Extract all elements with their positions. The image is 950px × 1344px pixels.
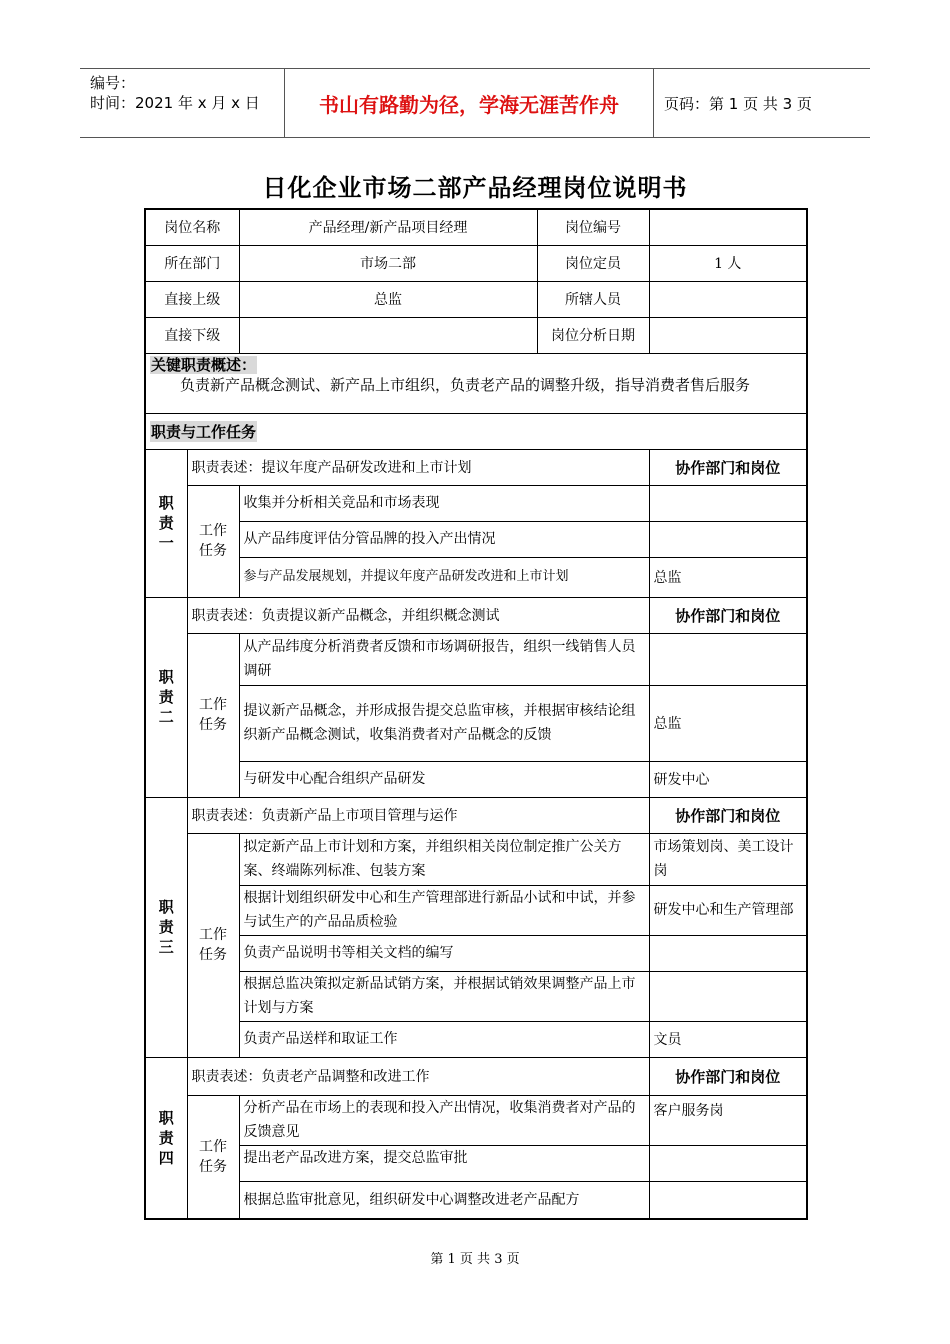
quota-value: 1 人 <box>649 245 807 281</box>
duty-3-task-1-coop: 市场策划岗、美工设计岗 <box>649 833 807 885</box>
duty-1-task-2: 从产品纬度评估分管品牌的投入产出情况 <box>239 521 649 557</box>
staff-value <box>649 281 807 317</box>
dept-label: 所在部门 <box>145 245 239 281</box>
analysis-date-value <box>649 317 807 353</box>
duty-3-task-1: 拟定新产品上市计划和方案，并组织相关岗位制定推广公关方案、终端陈列标准、包装方案 <box>239 833 649 885</box>
duty-3-name: 职责三 <box>145 797 187 1057</box>
duty-2-task-1-coop <box>649 633 807 685</box>
duty-1-task-3-coop: 总监 <box>649 557 807 597</box>
duty-1-task-2-coop <box>649 521 807 557</box>
duty-3-task-5-coop: 文员 <box>649 1021 807 1057</box>
duty-4-task-3-coop <box>649 1181 807 1219</box>
duty-3-task-2-coop: 研发中心和生产管理部 <box>649 885 807 935</box>
duty-3-work-task-label: 工作任务 <box>187 833 239 1057</box>
duty-2-task-2: 提议新产品概念，并形成报告提交总监审核，并根据审核结论组织新产品概念测试，收集消费者对产品概念的反馈 <box>239 685 649 761</box>
duty-4-statement: 职责表述：负责老产品调整和改进工作 <box>187 1057 649 1095</box>
duty-2-coop-heading: 协作部门和岗位 <box>649 597 807 633</box>
duty-4-name: 职责四 <box>145 1057 187 1219</box>
duty-1-task-3: 参与产品发展规划，并提议年度产品研发改进和上市计划 <box>239 557 649 597</box>
duty-4-task-1: 分析产品在市场上的表现和投入产出情况，收集消费者对产品的反馈意见 <box>239 1095 649 1145</box>
post-no-label: 岗位编号 <box>537 209 649 245</box>
subordinate-value <box>239 317 537 353</box>
duty-1-work-task-label: 工作任务 <box>187 485 239 597</box>
duty-1-task-1: 收集并分析相关竞品和市场表现 <box>239 485 649 521</box>
post-name-value: 产品经理/新产品项目经理 <box>239 209 537 245</box>
post-no-value <box>649 209 807 245</box>
header-page-info: 页码：第 1 页 共 3 页 <box>664 94 812 113</box>
duty-1-coop-heading: 协作部门和岗位 <box>649 449 807 485</box>
duty-2-name: 职责二 <box>145 597 187 797</box>
duty-1-statement: 职责表述：提议年度产品研发改进和上市计划 <box>187 449 649 485</box>
duty-2-task-3-coop: 研发中心 <box>649 761 807 797</box>
page-footer: 第 1 页 共 3 页 <box>430 1252 520 1267</box>
duty-2-task-3: 与研发中心配合组织产品研发 <box>239 761 649 797</box>
doc-number-label: 编号： <box>90 74 136 92</box>
summary-text: 负责新产品概念测试、新产品上市组织，负责老产品的调整升级，指导消费者售后服务 <box>180 375 751 394</box>
duty-3-coop-heading: 协作部门和岗位 <box>649 797 807 833</box>
duty-2-task-1: 从产品纬度分析消费者反馈和市场调研报告，组织一线销售人员调研 <box>239 633 649 685</box>
header-left <box>90 73 260 113</box>
superior-label: 直接上级 <box>145 281 239 317</box>
header-motto: 书山有路勤为径，学海无涯苦作舟 <box>284 69 654 137</box>
doc-time-label: 时间：2021 年 x 月 x 日 <box>90 94 260 112</box>
duty-4-task-2-coop <box>649 1145 807 1181</box>
duty-1-task-1-coop <box>649 485 807 521</box>
duty-4-work-task-label: 工作任务 <box>187 1095 239 1219</box>
page-header <box>80 68 870 138</box>
duty-4-task-2: 提出老产品改进方案，提交总监审批 <box>239 1145 649 1181</box>
duty-3-task-3-coop <box>649 935 807 971</box>
duty-2-statement: 职责表述：负责提议新产品概念，并组织概念测试 <box>187 597 649 633</box>
duty-3-task-4-coop <box>649 971 807 1021</box>
duties-section-heading <box>145 413 807 449</box>
duty-3-statement: 职责表述：负责新产品上市项目管理与运作 <box>187 797 649 833</box>
duty-3-task-3: 负责产品说明书等相关文档的编写 <box>239 935 649 971</box>
duty-4-coop-heading: 协作部门和岗位 <box>649 1057 807 1095</box>
duty-2-work-task-label: 工作任务 <box>187 633 239 797</box>
summary-label: 关键职责概述： <box>151 355 257 374</box>
quota-label: 岗位定员 <box>537 245 649 281</box>
staff-label: 所辖人员 <box>537 281 649 317</box>
duty-2-task-2-coop: 总监 <box>649 685 807 761</box>
duties-label: 职责与工作任务 <box>151 422 257 441</box>
key-duty-summary <box>145 353 807 413</box>
analysis-date-label: 岗位分析日期 <box>537 317 649 353</box>
duty-3-task-5: 负责产品送样和取证工作 <box>239 1021 649 1057</box>
dept-value: 市场二部 <box>239 245 537 281</box>
duty-3-task-4: 根据总监决策拟定新品试销方案，并根据试销效果调整产品上市计划与方案 <box>239 971 649 1021</box>
job-description-table <box>144 208 808 1220</box>
document-title: 日化企业市场二部产品经理岗位说明书 <box>262 173 688 202</box>
duty-3-task-2: 根据计划组织研发中心和生产管理部进行新品小试和中试，并参与试生产的产品品质检验 <box>239 885 649 935</box>
duty-4-task-1-coop: 客户服务岗 <box>649 1095 807 1145</box>
post-name-label: 岗位名称 <box>145 209 239 245</box>
duty-4-task-3: 根据总监审批意见，组织研发中心调整改进老产品配方 <box>239 1181 649 1219</box>
superior-value: 总监 <box>239 281 537 317</box>
duty-1-name: 职责一 <box>145 449 187 597</box>
subordinate-label: 直接下级 <box>145 317 239 353</box>
